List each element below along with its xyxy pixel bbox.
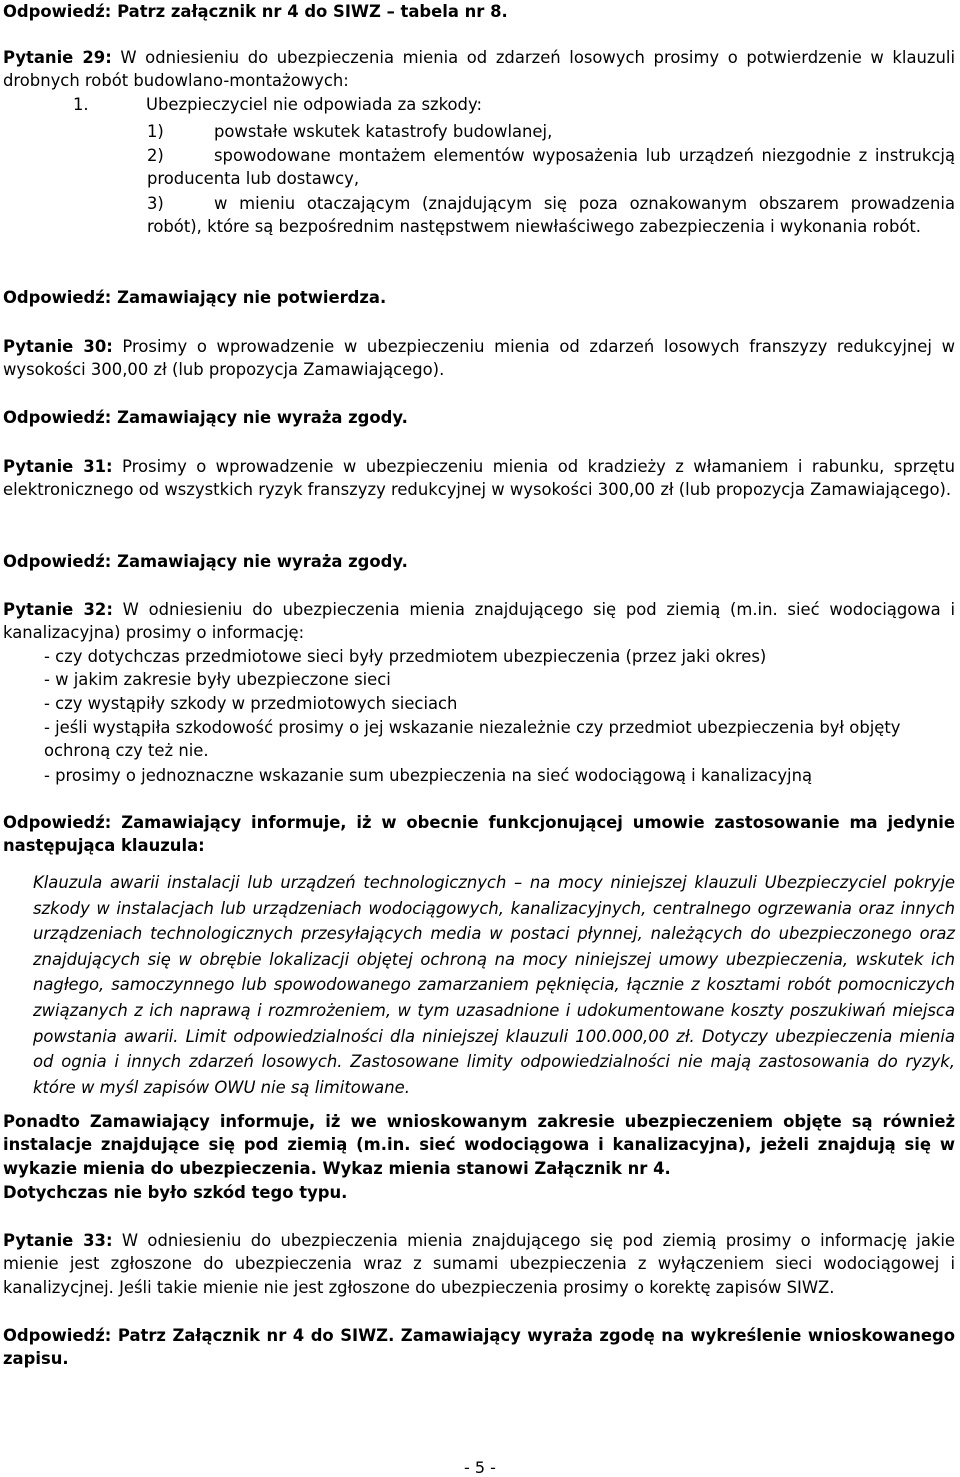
answer-28: Odpowiedź: Patrz załącznik nr 4 do SIWZ – tabela nr 8. xyxy=(3,2,508,21)
subitem-2 xyxy=(147,144,955,191)
dash-item: - prosimy o jednoznaczne wskazanie sum ubezpieczenia na sieć wodociągową i kanalizacyjną xyxy=(44,766,813,785)
question-text: Prosimy o wprowadzenie w ubezpieczeniu mienia od kradzieży z włamaniem i rabunku, sprzętu elektronicznego od wszystkich ryzyk franszyzy redukcyjnej w wysokości 300,00 zł (lub propozycja Zamawiającego). xyxy=(3,457,955,500)
subitem-text: w mieniu otaczającym (znajdującym się poza oznakowanym obszarem prowadzenia robót), które są bezpośrednim następstwem niewłaściwego zabezpieczenia i wykonania robót. xyxy=(147,194,955,237)
answer-32-continued: Ponadto Zamawiający informuje, iż we wnioskowanym zakresie ubezpieczeniem objęte są również instalacje znajdujące się pod ziemią (m.in. sieć wodociągowa i kanalizacyjna), jeżeli znajdują się w wykazie mienia do ubezpieczenia. Wykaz mienia stanowi Załącznik nr 4. xyxy=(3,1112,955,1178)
question-label: Pytanie 32: xyxy=(3,600,113,619)
subitem-3 xyxy=(147,192,955,239)
page-number: - 5 - xyxy=(464,1458,496,1477)
answer-31: Odpowiedź: Zamawiający nie wyraża zgody. xyxy=(3,552,408,571)
clause-text: Klauzula awarii instalacji lub urządzeń technologicznych – na mocy niniejszej klauzuli Ubezpieczyciel pokryje szkody w instalacjach lub urządzeniach wodociągowych, kanalizacyjnych, centralnego ogrzewania oraz innych urządzeniach technologicznych przesyłających media w postaci płynnej, należących do ubezpieczonego oraz znajdujących się w obrębie lokalizacji objętej ochroną na mocy niniejszej umowy ubezpieczenia, wskutek ich nagłego, samoczynnego lub spowodowanego zamarzaniem pęknięcia, łącznie z kosztami robót pomocniczych związanych z ich naprawą i rozmrożeniem, w tym uzasadnione i udokumentowane koszty poszukiwań miejsca powstania awarii. Limit odpowiedzialności dla niniejszej klauzuli 100.000,00 zł. Dotyczy ubezpieczenia mienia od ognia i innych zdarzeń losowych. Zastosowane limity odpowiedzialności nie mają zastosowania do ryzyk, które w myśl zapisów OWU nie są limitowane. xyxy=(33,873,955,1097)
answer-32-note: Dotychczas nie było szkód tego typu. xyxy=(3,1183,348,1202)
question-29 xyxy=(3,46,955,93)
answer-33: Odpowiedź: Patrz Załącznik nr 4 do SIWZ. Zamawiający wyraża zgodę na wykreślenie wnioskowanego zapisu. xyxy=(3,1326,955,1369)
answer-29: Odpowiedź: Zamawiający nie potwierdza. xyxy=(3,288,387,307)
question-label: Pytanie 33: xyxy=(3,1231,113,1250)
subitem-number: 2) xyxy=(147,146,164,165)
question-30 xyxy=(3,335,955,382)
question-text: Prosimy o wprowadzenie w ubezpieczeniu mienia od zdarzeń losowych franszyzy redukcyjnej w wysokości 300,00 zł (lub propozycja Zamawiającego). xyxy=(3,337,955,380)
question-31 xyxy=(3,455,955,502)
question-32 xyxy=(3,598,955,645)
answer-30: Odpowiedź: Zamawiający nie wyraża zgody. xyxy=(3,408,408,427)
dash-item: - czy wystąpiły szkody w przedmiotowych sieciach xyxy=(44,694,458,713)
question-label: Pytanie 29: xyxy=(3,48,112,67)
subitem-text: spowodowane montażem elementów wyposażenia lub urządzeń niezgodnie z instrukcją producenta lub dostawcy, xyxy=(147,146,955,189)
question-label: Pytanie 31: xyxy=(3,457,113,476)
question-33 xyxy=(3,1229,955,1299)
subitem-number: 1) xyxy=(147,122,164,141)
subitem-number: 3) xyxy=(147,194,164,213)
question-label: Pytanie 30: xyxy=(3,337,113,356)
dash-item: - w jakim zakresie były ubezpieczone sieci xyxy=(44,670,391,689)
list-item-1 xyxy=(73,93,955,116)
subitem-1 xyxy=(147,120,955,143)
dash-item: - czy dotychczas przedmiotowe sieci były przedmiotem ubezpieczenia (przez jaki okres) xyxy=(44,647,767,666)
question-text: W odniesieniu do ubezpieczenia mienia znajdującego się pod ziemią (m.in. sieć wodociągowa i kanalizacyjna) prosimy o informację: xyxy=(3,600,955,643)
list-item-text: Ubezpieczyciel nie odpowiada za szkody: xyxy=(146,95,482,114)
dash-item: - jeśli wystąpiła szkodowość prosimy o jej wskazanie niezależnie czy przedmiot ubezpieczenia był objęty ochroną czy też nie. xyxy=(44,718,901,761)
question-text: W odniesieniu do ubezpieczenia mienia od zdarzeń losowych prosimy o potwierdzenie w klauzuli drobnych robót budowlano-montażowych: xyxy=(3,48,955,91)
subitem-text: powstałe wskutek katastrofy budowlanej, xyxy=(214,122,553,141)
answer-32: Odpowiedź: Zamawiający informuje, iż w obecnie funkcjonującej umowie zastosowanie ma jedynie następująca klauzula: xyxy=(3,813,955,856)
list-number: 1. xyxy=(73,95,89,114)
question-text: W odniesieniu do ubezpieczenia mienia znajdującego się pod ziemią prosimy o informację jakie mienie jest zgłoszone do ubezpieczenia wraz z sumami ubezpieczenia z wyłączeniem sieci wodociągowej i kanalizycjnej. Jeśli takie mienie nie jest zgłoszone do ubezpieczenia prosimy o korektę zapisów SIWZ. xyxy=(3,1231,955,1297)
